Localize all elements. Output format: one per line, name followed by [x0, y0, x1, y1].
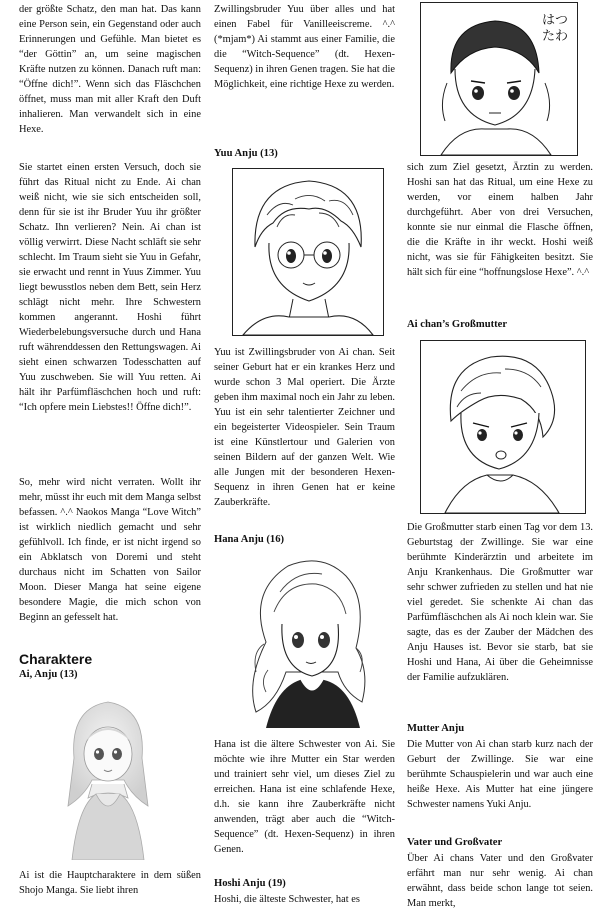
- paragraph-hana-anju: Hana ist die ältere Schwester von Ai. Sie möchte wie ihre Mutter ein Star werden und trainiert sehr viel, um dieses Ziel zu erreichen. Hana ist eine schlafende Hexe, d.h. sie kann ihre Zauberkräfte nicht anwenden, trägt aber auch die “Witch-Sequence” (dt. Hexen-Sequenz) in ihren Genen.: [214, 739, 395, 855]
- paragraph-grandmother: Die Großmutter starb einen Tag vor dem 13. Geburtstag der Zwillinge. Sie war eine berühmte Kinderärztin und arbeitete im Anju Krankenhaus. Die Großmutter war sehr schwer zufrieden zu stellen und hat nie viel geredet. Sie schenkte Ai chan das Parfümfläschchen als Ai noch klein war. Sie sagte, das es der Zauber der Mädchen des Anju Hauses ist. Bevor sie starb, bat sie Hoshi und Hana, Ai über die Geheimnisse der Familie aufzuklären.: [407, 522, 593, 683]
- hana-anju-illustration: [226, 552, 390, 728]
- heading-father: Vater und Großvater: [407, 837, 503, 848]
- hoshi-sfx-text: はつたわ: [541, 13, 568, 44]
- paragraph-ritual: der größte Schatz, den man hat. Das kann eine Person sein, ein Gegenstand oder auch Erinnerungen und Gefühle. Man bietet es “der Göttin” an, um seine magischen Kräfte nutzen zu können. Danach ruft man: “Öffne dich!”. Wenn sich das Fläschchen öffnet, muss man mit aller Kraft den Duft inhalieren. Man verwandelt sich in eine Hexe.: [19, 4, 201, 135]
- paragraph-conclusion: So, mehr wird nicht verraten. Wollt ihr mehr, müsst ihr euch mit dem Manga selbst befassen. ^.^ Naokos Manga “Love Witch” ist wirklich niedlich gemacht und sehr gefühlvoll. Ich finde, er ist nicht irgend so ein Abklatsch von Doremi und steht durchaus nicht im Schatten von Sailor Moon. Dieser Manga hat seine eigene besondere Magie, die mich schon von Beginn an gefesselt hat.: [19, 477, 201, 623]
- paragraph-first-attempt: Sie startet einen ersten Versuch, doch sie führt das Ritual nicht zu Ende. Ai chan weiß nicht, wie sie sich entscheiden soll, denn für sie ist ihr Bruder Yuu ihr größter Schatz. Ihn verlieren? Nein. Ai chan ist völlig verwirrt. Diese Nacht schläft sie sehr schlecht. Im Traum sieht sie Yuu in Gefahr, sie erwacht und rennt in Yuus Zimmer. Yuu liegt bewusstlos neben dem Bett, sein Herz schlägt nicht mehr. Ihre Schwestern kommen angerannt. Hoshi führt Wiederbelebungsversuche durch und Hana ruft währenddessen den Rettungswagen. Ai sieht einen schwarzen Todesschatten auf Yuu zuschweben. Sie will Yuu retten. Ai hält ihr Parfümfläschchen hoch und ruft: “Ich opfere mein Liebstes!! Öffne dich!”.: [19, 162, 201, 413]
- heading-ai-anju: Ai, Anju (13): [19, 669, 78, 680]
- heading-mother: Mutter Anju: [407, 723, 465, 734]
- heading-yuu-anju: Yuu Anju (13): [214, 148, 278, 159]
- paragraph-ai-anju: Ai ist die Hauptcharaktere in dem süßen Shojo Manga. Sie liebt ihren: [19, 870, 201, 896]
- paragraph-ai-family: Zwillingsbruder Yuu über alles und hat einen Fabel für Vanilleeiscreme. ^.^ (*mjam*) Ai stammt aus einer Familie, die die “Witch-Sequence” (dt. Hexen-Sequenz) in ihren Genen tragen. Sie hat die Möglichkeit, eine richtige Hexe zu werden.: [214, 4, 395, 90]
- yuu-portrait-drawing: [233, 169, 383, 335]
- grandmother-portrait-drawing: [421, 341, 585, 513]
- heading-hoshi-anju: Hoshi Anju (19): [214, 878, 286, 889]
- heading-grandmother: Ai chan’s Großmutter: [407, 319, 508, 330]
- section-title-characters: Charaktere: [19, 651, 93, 667]
- hana-portrait-drawing: [226, 552, 390, 728]
- paragraph-mother: Die Mutter von Ai chan starb kurz nach der Geburt der Zwillinge. Sie war eine berühmte Schauspielerin und war auch eine heiße Hexe. Ais Mutter hat eine jüngere Schwester namens Yuki Anju.: [407, 739, 593, 810]
- paragraph-father: Über Ai chans Vater und den Großvater erfährt man nur sehr wenig. Ai chan erwähnt, dass beide schon lange tot seien. Man merkt,: [407, 853, 593, 909]
- hoshi-anju-illustration: [420, 2, 578, 156]
- paragraph-hoshi-continued: sich zum Ziel gesetzt, Ärztin zu werden. Hoshi san hat das Ritual, um eine Hexe zu werden, vor einem halben Jahr durchgeführt. Aber von drei Versuchen, konnte sie nur einmal die Flasche öffnen, die die Kräfte in ihr weckt. Hoshi weiß nicht, was sie für Fähigkeiten besitzt. Sie hält sich für eine “hoffnungslose Hexe”. ^.^: [407, 162, 593, 278]
- paragraph-yuu-anju: Yuu ist Zwillingsbruder von Ai chan. Seit seiner Geburt hat er ein krankes Herz und wurde schon 3 Mal operiert. Die Ärzte geben ihm maximal noch ein Jahr zu leben. Yuu ist ein sehr talentierter Zeichner und ein begeisterter Videospieler. Sein Traum ist eine Künstlertour und Galerien von seinen Bildern auf der ganzen Welt. Wie alle Jungen mit der besonderen Hexen-Sequenz in ihren Genen hat er keine Zauberkräfte.: [214, 347, 395, 508]
- yuu-anju-illustration: [232, 168, 384, 336]
- grandmother-illustration: [420, 340, 586, 514]
- heading-hana-anju: Hana Anju (16): [214, 534, 285, 545]
- ai-anju-illustration: [52, 688, 164, 860]
- paragraph-hoshi-anju: Hoshi, die älteste Schwester, hat es: [214, 894, 360, 905]
- ai-portrait-drawing: [52, 688, 164, 860]
